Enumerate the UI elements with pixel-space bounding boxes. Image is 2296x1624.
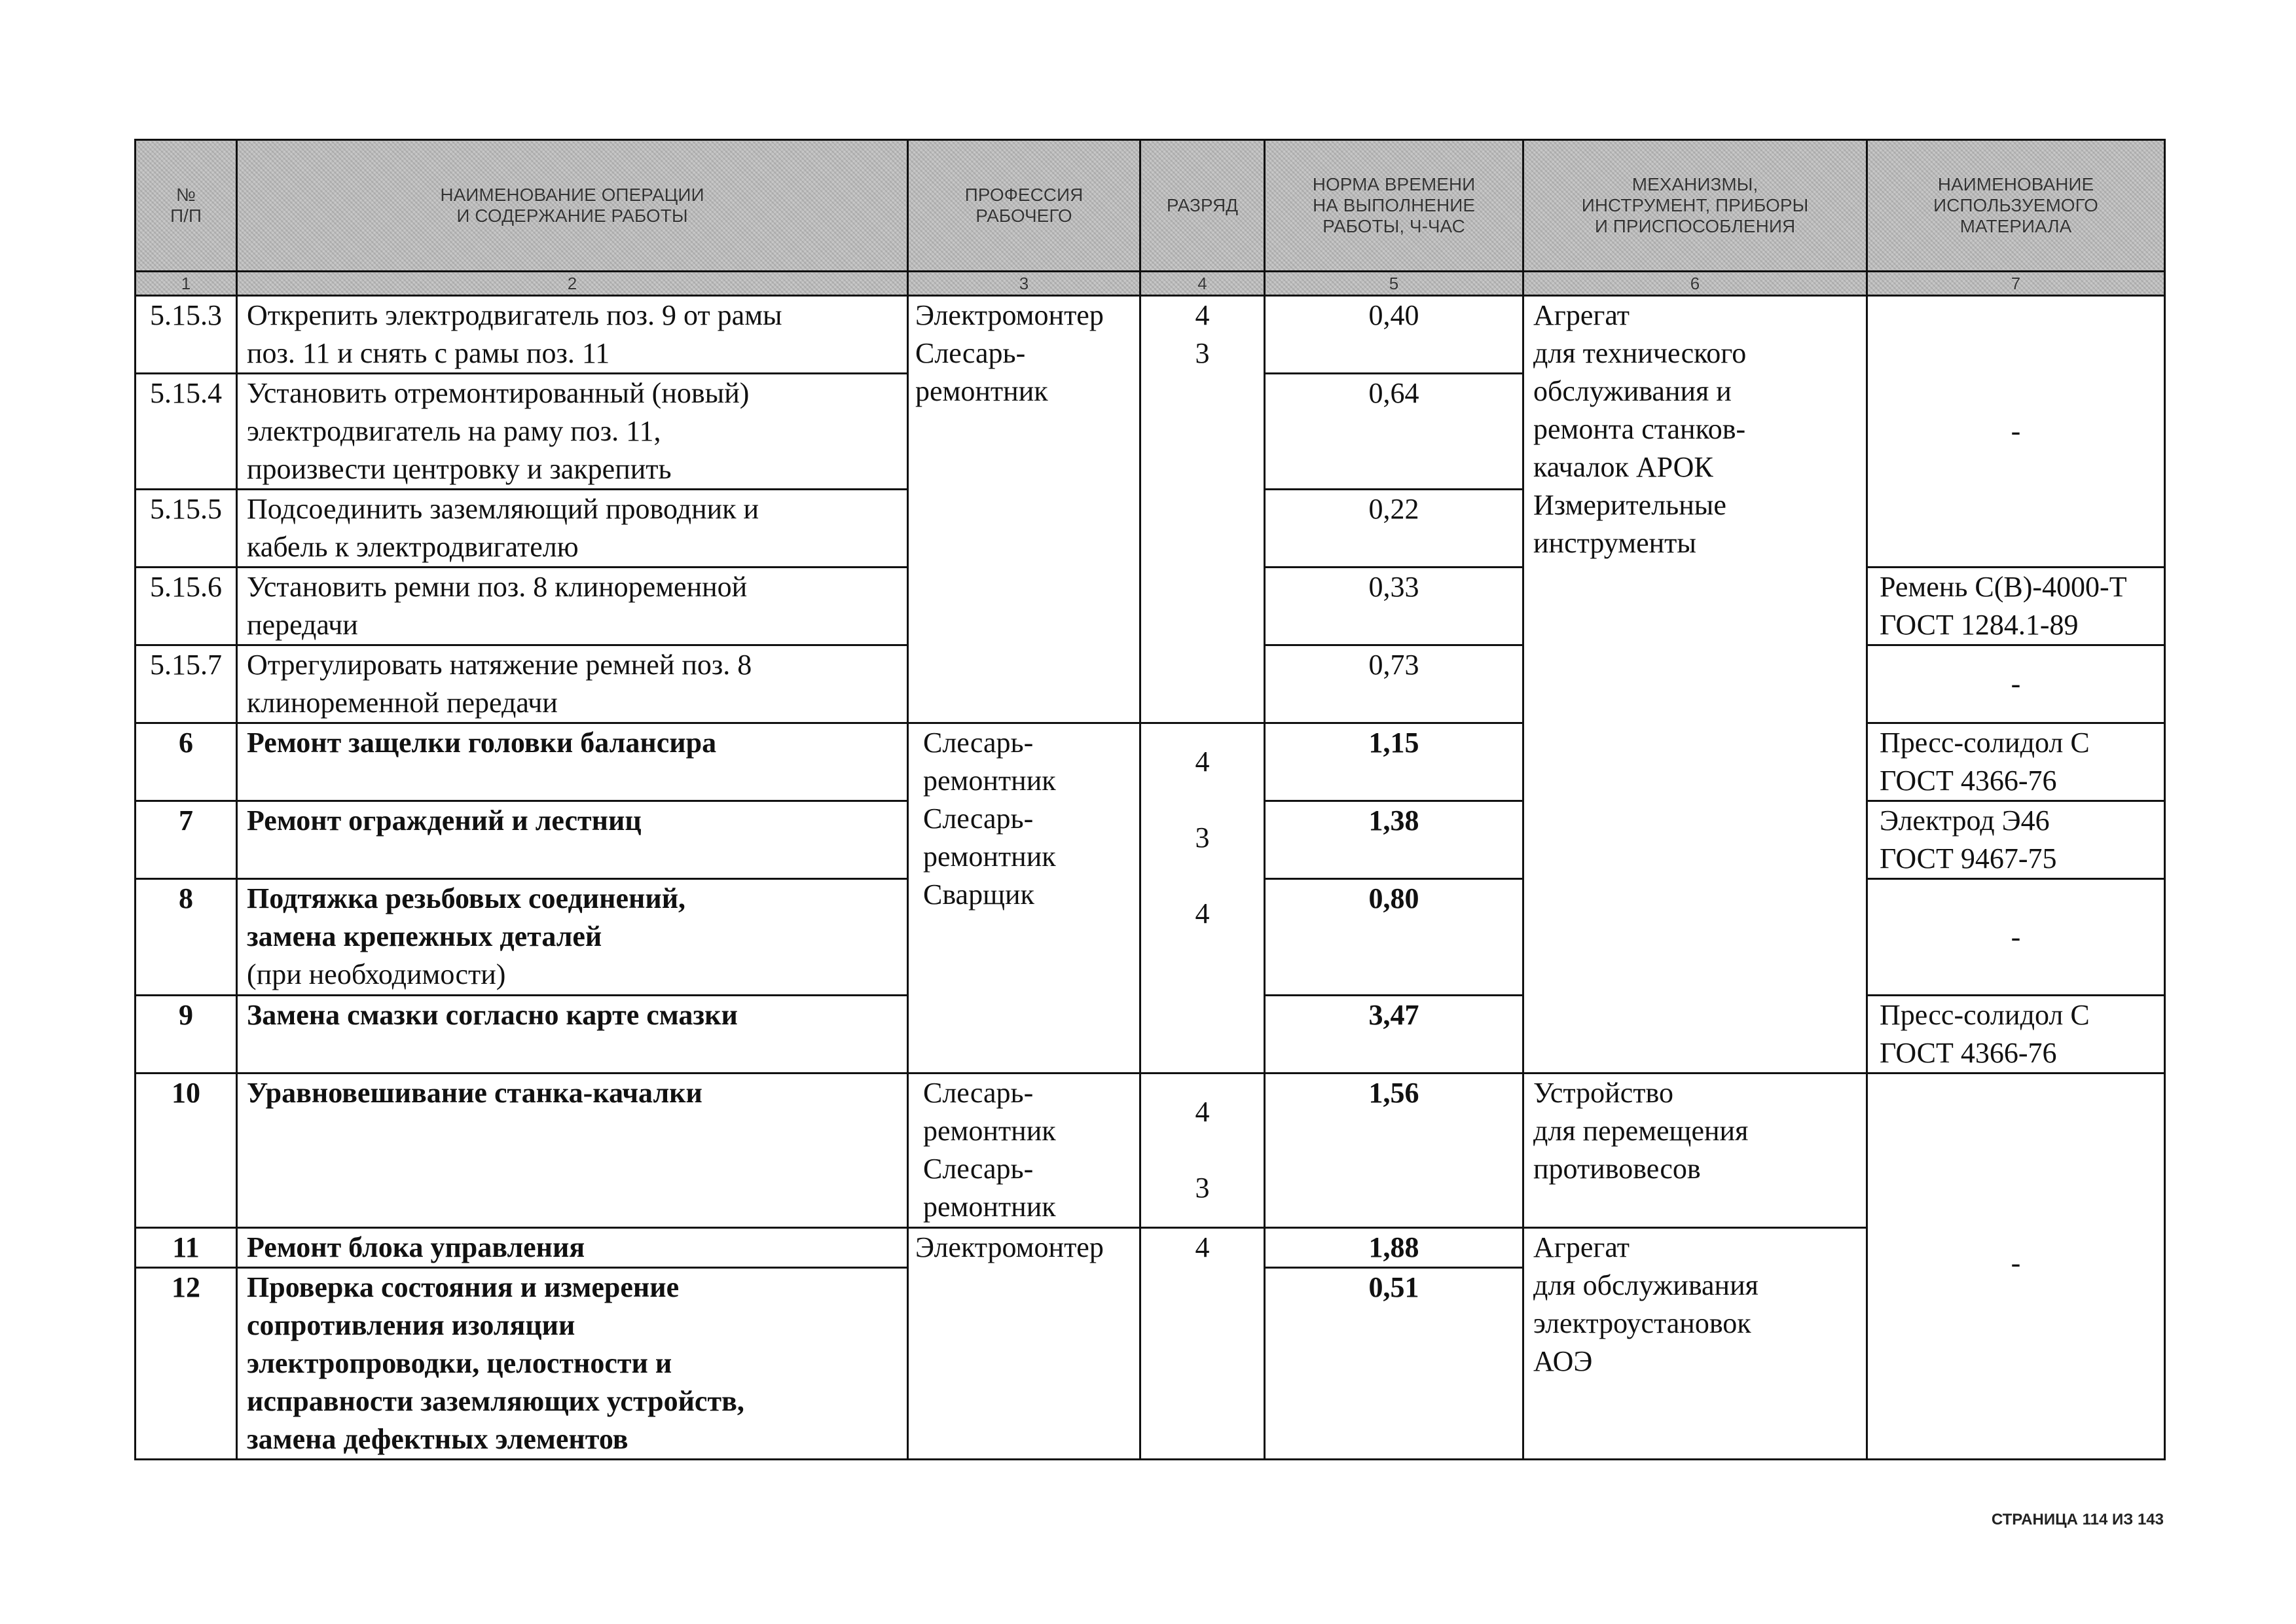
row-number: 6 xyxy=(136,723,237,801)
operation-text: Подсоединить заземляющий проводник и кабель к электродвигателю xyxy=(237,490,908,568)
time-norm: 1,15 xyxy=(1265,723,1523,801)
material-cell: - xyxy=(1867,879,2165,996)
grade-cell: 4 xyxy=(1140,1228,1265,1460)
mechanisms-cell: Агрегат для обслуживания электроустановок АОЭ xyxy=(1523,1228,1867,1460)
mechanisms-cell: Агрегат для технического обслуживания и ремонта станков- качалок АРОК Измерительные инструменты xyxy=(1523,296,1867,1074)
operation-text: Ремонт ограждений и лестниц xyxy=(237,801,908,879)
material-cell: Пресс-солидол С ГОСТ 4366-76 xyxy=(1867,723,2165,801)
operation-text: Отрегулировать натяжение ремней поз. 8 клиноременной передачи xyxy=(237,645,908,723)
grade-cell: 4 3 4 xyxy=(1140,723,1265,1074)
operation-text: Подтяжка резьбовых соединений, замена крепежных деталей (при необходимости) xyxy=(237,879,908,996)
column-number: 7 xyxy=(1867,272,2165,296)
row-number: 5.15.5 xyxy=(136,490,237,568)
time-norm: 1,56 xyxy=(1265,1074,1523,1228)
profession-cell: Слесарь- ремонтник Слесарь- ремонтник xyxy=(908,1074,1140,1228)
row-number: 5.15.7 xyxy=(136,645,237,723)
row-number: 11 xyxy=(136,1228,237,1268)
operation-text: Ремонт блока управления xyxy=(237,1228,908,1268)
column-number: 4 xyxy=(1140,272,1265,296)
row-number: 12 xyxy=(136,1268,237,1460)
time-norm: 3,47 xyxy=(1265,996,1523,1074)
mechanisms-cell: Устройство для перемещения противовесов xyxy=(1523,1074,1867,1228)
operation-text: Открепить электродвигатель поз. 9 от рамы поз. 11 и снять с рамы поз. 11 xyxy=(237,296,908,374)
operation-text: Установить отремонтированный (новый) электродвигатель на раму поз. 11, произвести центровку и закрепить xyxy=(237,374,908,490)
material-cell: - xyxy=(1867,1074,2165,1460)
operation-text: Установить ремни поз. 8 клиноременной передачи xyxy=(237,568,908,645)
profession-cell: Слесарь- ремонтник Слесарь- ремонтник Сварщик xyxy=(908,723,1140,1074)
grade-cell: 4 3 xyxy=(1140,1074,1265,1228)
time-norm: 0,80 xyxy=(1265,879,1523,996)
header-material: НАИМЕНОВАНИЕ ИСПОЛЬЗУЕМОГО МАТЕРИАЛА xyxy=(1867,140,2165,272)
column-number: 6 xyxy=(1523,272,1867,296)
time-norm: 0,73 xyxy=(1265,645,1523,723)
header-grade: РАЗРЯД xyxy=(1140,140,1265,272)
header-time-norm: НОРМА ВРЕМЕНИ НА ВЫПОЛНЕНИЕ РАБОТЫ, Ч-ЧАС xyxy=(1265,140,1523,272)
column-number-row xyxy=(136,272,2165,296)
grade-cell: 4 3 xyxy=(1140,296,1265,723)
profession-cell: Электромонтер xyxy=(908,1228,1140,1460)
header-profession: ПРОФЕССИЯ РАБОЧЕГО xyxy=(908,140,1140,272)
operation-text: Замена смазки согласно карте смазки xyxy=(237,996,908,1074)
time-norm: 0,22 xyxy=(1265,490,1523,568)
work-table xyxy=(134,139,2166,1460)
material-cell: - xyxy=(1867,296,2165,568)
time-norm: 0,40 xyxy=(1265,296,1523,374)
column-number: 2 xyxy=(237,272,908,296)
column-number: 1 xyxy=(136,272,237,296)
material-cell: Пресс-солидол С ГОСТ 4366-76 xyxy=(1867,996,2165,1074)
table-header-row xyxy=(136,140,2165,272)
table-row xyxy=(136,1228,2165,1268)
material-cell: - xyxy=(1867,645,2165,723)
profession-cell: Электромонтер Слесарь- ремонтник xyxy=(908,296,1140,723)
operation-text: Проверка состояния и измерение сопротивления изоляции электропроводки, целостности и исправности заземляющих устройств, замена дефектных элементов xyxy=(237,1268,908,1460)
time-norm: 0,64 xyxy=(1265,374,1523,490)
table-row xyxy=(136,1074,2165,1228)
row-number: 5.15.6 xyxy=(136,568,237,645)
row-number: 5.15.3 xyxy=(136,296,237,374)
work-table-container xyxy=(134,139,2164,1460)
row-number: 7 xyxy=(136,801,237,879)
time-norm: 0,33 xyxy=(1265,568,1523,645)
time-norm: 1,88 xyxy=(1265,1228,1523,1268)
time-norm: 1,38 xyxy=(1265,801,1523,879)
column-number: 5 xyxy=(1265,272,1523,296)
row-number: 8 xyxy=(136,879,237,996)
header-num: № П/П xyxy=(136,140,237,272)
material-cell: Ремень С(В)-4000-Т ГОСТ 1284.1-89 xyxy=(1867,568,2165,645)
time-norm: 0,51 xyxy=(1265,1268,1523,1460)
material-cell: Электрод Э46 ГОСТ 9467-75 xyxy=(1867,801,2165,879)
row-number: 5.15.4 xyxy=(136,374,237,490)
page-number: СТРАНИЦА 114 ИЗ 143 xyxy=(1991,1511,2164,1528)
header-mechanisms: МЕХАНИЗМЫ, ИНСТРУМЕНТ, ПРИБОРЫ И ПРИСПОСОБЛЕНИЯ xyxy=(1523,140,1867,272)
table-row xyxy=(136,296,2165,374)
header-operation: НАИМЕНОВАНИЕ ОПЕРАЦИИ И СОДЕРЖАНИЕ РАБОТЫ xyxy=(237,140,908,272)
row-number: 9 xyxy=(136,996,237,1074)
row-number: 10 xyxy=(136,1074,237,1228)
operation-text: Уравновешивание станка-качалки xyxy=(237,1074,908,1228)
operation-text: Ремонт защелки головки балансира xyxy=(237,723,908,801)
column-number: 3 xyxy=(908,272,1140,296)
